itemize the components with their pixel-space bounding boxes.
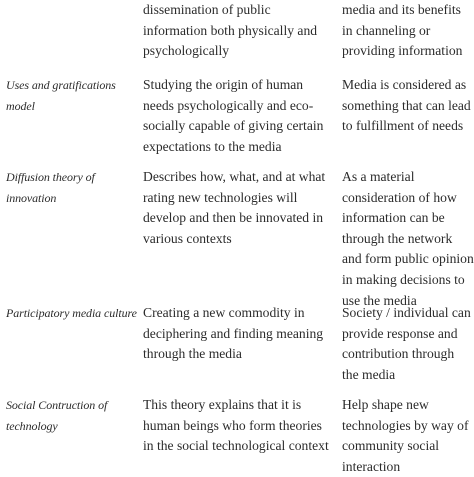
media-role: Help shape new technologies by way of community social interaction [342,397,469,474]
theory-name: Uses and gratifications model [6,78,116,113]
media-role: Society / individual can provide response and contribution through the media [342,305,471,382]
table-row [0,303,474,383]
table-row [0,167,474,308]
media-role: media and its benefits in channeling or providing information [342,2,463,59]
table-row [0,75,474,165]
theory-description: Studying the origin of human needs psychologically and eco-socially capable of giving certain expectations to the media [143,77,324,154]
table-row [0,0,474,59]
theory-name: Social Contruction of technology [6,398,108,433]
theory-name: Participatory media culture [6,306,137,320]
table-row [0,395,474,475]
theory-description: Creating a new commodity in deciphering and finding meaning through the media [143,305,324,362]
media-role: As a material consideration of how information can be through the network and form public opinion in making decisions to use the media [342,169,474,308]
media-role: Media is considered as something that can lead to fulfillment of needs [342,77,471,134]
theory-description: dissemination of public information both physically and psychologically [143,2,318,59]
theory-name: Diffusion theory of innovation [6,170,95,205]
theory-description: This theory explains that it is human beings who form theories in the social technological context [143,397,329,454]
theory-description: Describes how, what, and at what rating new technologies will develop and then be innovated in various contexts [143,169,326,246]
